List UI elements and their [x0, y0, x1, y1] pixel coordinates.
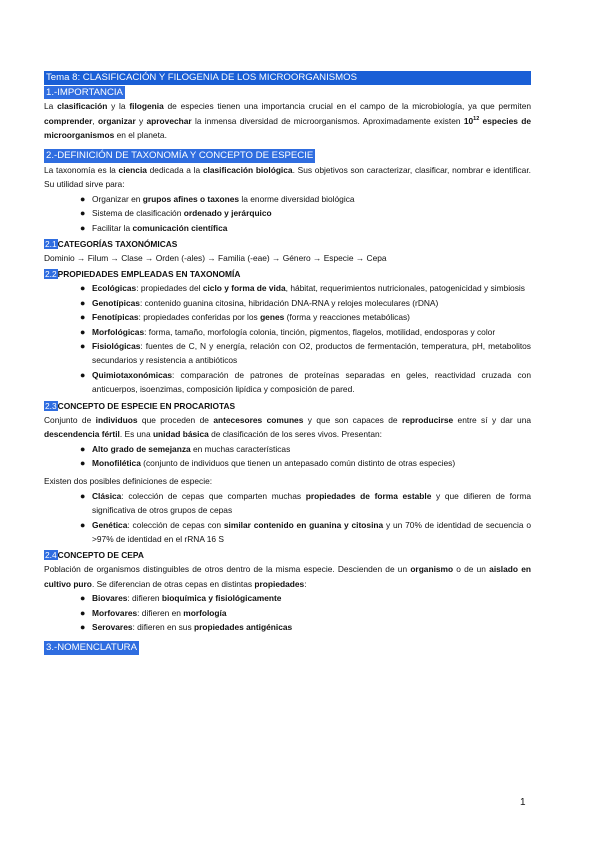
- paragraph-especie: [44, 413, 531, 442]
- text-run: y que son capaces de: [303, 414, 402, 425]
- subheading-text: CATEGORÍAS TAXONÓMICAS: [57, 239, 178, 250]
- text-run: : propiedades del: [136, 283, 203, 294]
- text-run: : difieren: [127, 593, 162, 604]
- bold-text: Quimiotaxonómicas: [92, 369, 173, 380]
- section-heading-nomenclatura: 3.-NOMENCLATURA: [46, 642, 137, 654]
- text-run: : difieren en sus: [132, 621, 194, 632]
- text-run: y que difieren de forma significativa de otros grupos de cepas: [92, 490, 531, 516]
- bold-text: Biovares: [92, 593, 128, 604]
- bold-text: descendencia fértil: [44, 429, 120, 440]
- paragraph-taxonomia: [44, 163, 531, 192]
- list-item: [80, 489, 531, 518]
- bold-text: propiedades de forma estable: [305, 490, 432, 501]
- text-run: . Es una: [119, 429, 153, 440]
- text-run: :: [304, 578, 307, 589]
- list-item: [80, 281, 531, 295]
- text-run: . Sus objetivos son caracterizar, clasificar, nombrar e identificar. Su utilidad sirve para:: [44, 165, 531, 190]
- bullet-icon: ●: [80, 490, 86, 501]
- bold-text: similar contenido en guanina y citosina: [223, 519, 384, 530]
- bold-text: morfología: [183, 607, 227, 618]
- bold-text: 12: [473, 115, 480, 122]
- subheading-text: CONCEPTO DE ESPECIE EN PROCARIOTAS: [57, 400, 236, 411]
- bold-text: comunicación científica: [132, 222, 228, 233]
- text-run: La: [44, 101, 58, 112]
- text-run: ,: [92, 115, 99, 126]
- subheading-number: 2.3: [45, 400, 57, 411]
- bold-text: Alto grado de semejanza: [92, 443, 191, 454]
- taxonomic-chain: Dominio → Filum → Clase → Orden (-ales) → Familia (-eae) → Género → Especie → Cepa: [44, 253, 387, 264]
- bold-text: aprovechar: [146, 115, 192, 126]
- list-item: [80, 339, 531, 368]
- bold-text: clasificación biológica: [202, 165, 293, 175]
- list-item: [80, 442, 531, 456]
- list-especie: [44, 442, 531, 471]
- text-run: en muchas características: [190, 443, 291, 454]
- bold-text: unidad básica: [152, 429, 209, 440]
- text-run: en el planeta.: [114, 130, 167, 140]
- list-item: [80, 591, 531, 605]
- bullet-icon: ●: [80, 369, 86, 380]
- subheading-cepa: [44, 549, 531, 562]
- bold-text: reproducirse: [401, 414, 454, 425]
- paragraph-importancia: [44, 99, 531, 142]
- text-run: o de un: [453, 564, 490, 575]
- subheading-categorias: [44, 238, 531, 251]
- bold-text: comprender: [44, 115, 93, 126]
- list-item: [80, 620, 531, 634]
- bullet-icon: ●: [80, 341, 86, 352]
- text-run: : contenido guanina citosina, hibridación DNA-RNA y relojes moleculares (rDNA): [139, 297, 439, 308]
- bold-text: clasificación: [57, 101, 108, 112]
- bold-text: propiedades: [254, 578, 305, 589]
- text-run: : comparación de patrones de proteínas separadas en geles, reactividad cruzada con anticuerpos, isoenzimas, composición lipídica y composición de pared.: [92, 369, 531, 395]
- text-run: Conjunto de: [44, 414, 96, 425]
- bullet-icon: ●: [80, 297, 86, 308]
- bullet-icon: ●: [80, 593, 86, 604]
- bullet-icon: ●: [80, 607, 86, 618]
- bold-text: Fenotípicas: [92, 312, 139, 323]
- text-run: entre sí y dar una: [453, 414, 532, 425]
- document-title: Tema 8: CLASIFICACIÓN Y FILOGENIA DE LOS MICROORGANISMOS: [44, 71, 531, 85]
- bullet-icon: ●: [80, 312, 86, 323]
- bullet-icon: ●: [80, 443, 86, 454]
- text-run: y la: [107, 101, 130, 112]
- bold-text: especies de microorganismos: [44, 115, 532, 140]
- list-cepa: [44, 591, 531, 634]
- list-item: [80, 206, 531, 220]
- bold-text: aislado en cultivo puro: [44, 564, 531, 589]
- text-run: la enorme diversidad biológica: [239, 193, 355, 204]
- text-run: : colección de cepas que comparten muchas: [121, 490, 306, 501]
- bold-text: Morfológicas: [92, 326, 145, 337]
- bold-text: ciclo y forma de vida: [202, 283, 286, 294]
- bold-text: organizar: [98, 115, 136, 126]
- subheading-text: CONCEPTO DE CEPA: [57, 550, 144, 561]
- bold-text: ciencia: [118, 165, 147, 175]
- paragraph-definiciones: [44, 474, 531, 488]
- list-item: [80, 606, 531, 620]
- bold-text: individuos: [95, 414, 138, 425]
- text-run: : fuentes de C, N y energía, relación con O2, productos de fermentación, temperatura, pH, metabolitos secundarios y resistencia a antibióticos: [92, 341, 531, 366]
- bold-text: Fisiológicas: [92, 341, 141, 352]
- subheading-number: 2.2: [45, 269, 57, 280]
- document-content: [44, 71, 531, 655]
- text-run: : propiedades conferidas por los: [138, 312, 261, 323]
- text-run: : forma, tamaño, morfología colonia, tinción, pigmentos, flagelos, motilidad, endosporas y color: [144, 326, 496, 337]
- section-heading-importancia: 1.-IMPORTANCIA: [46, 86, 123, 98]
- text-run: . Se diferencian de otras cepas en distintas: [91, 578, 255, 589]
- list-item: [80, 368, 531, 397]
- bullet-icon: ●: [80, 193, 86, 204]
- bold-text: Serovares: [92, 621, 133, 632]
- text-run: : difieren en: [137, 607, 184, 618]
- list-item: [80, 456, 531, 470]
- text-run: (conjunto de individuos que tienen un antepasado común distinto de otras especies): [140, 457, 456, 468]
- subheading-number: 2.1: [45, 239, 57, 250]
- subheading-propiedades: [44, 268, 531, 281]
- bold-text: Genética: [92, 519, 128, 530]
- bullet-icon: ●: [80, 208, 86, 219]
- bold-text: 10: [463, 115, 474, 126]
- text-run: Sistema de clasificación: [92, 208, 184, 219]
- list-definiciones: [44, 489, 531, 547]
- bold-text: genes: [260, 312, 285, 323]
- text-run: la inmensa diversidad de microorganismos. Aproximadamente existen: [191, 115, 464, 126]
- text-run: La taxonomía es la: [44, 165, 119, 175]
- text-run: : colección de cepas con: [127, 519, 224, 530]
- text-run: (forma y reacciones metabólicas): [284, 312, 410, 323]
- bullet-icon: ●: [80, 621, 86, 632]
- bullet-icon: ●: [80, 519, 86, 530]
- bullet-icon: ●: [80, 222, 86, 233]
- bullet-icon: ●: [80, 457, 86, 468]
- bold-text: organismo: [410, 564, 454, 575]
- list-item: [80, 325, 531, 339]
- bold-text: Genotípicas: [92, 297, 140, 308]
- text-run: que proceden de: [137, 414, 214, 425]
- text-run: de especies tienen una importancia crucial en el campo de la microbiología, ya que permiten: [163, 101, 532, 112]
- list-item: [80, 221, 531, 235]
- text-run: Población de organismos distinguibles de otros dentro de la misma especie. Descienden de un: [44, 564, 411, 575]
- list-item: [80, 310, 531, 324]
- list-utilidad: [44, 192, 531, 235]
- bold-text: Clásica: [92, 490, 122, 501]
- bold-text: antecesores comunes: [213, 414, 304, 425]
- subheading-number: 2.4: [45, 550, 57, 561]
- text-run: Facilitar la: [92, 222, 133, 233]
- text-run: y un 70% de identidad de secuencia o >97% de identidad en el rRNA 16 S: [92, 519, 531, 544]
- list-item: [80, 518, 531, 547]
- text-run: y: [135, 115, 147, 126]
- paragraph-cepa: [44, 562, 531, 591]
- subheading-text: PROPIEDADES EMPLEADAS EN TAXONOMÍA: [57, 269, 241, 280]
- bullet-icon: ●: [80, 326, 86, 337]
- bold-text: ordenado y jerárquico: [183, 208, 272, 219]
- text-run: de clasificación de los seres vivos. Presentan:: [208, 429, 382, 440]
- bold-text: filogenia: [129, 101, 164, 112]
- section-heading-taxonomia: 2.-DEFINICIÓN DE TAXONOMÍA Y CONCEPTO DE ESPECIE: [46, 150, 314, 162]
- bold-text: Monofilética: [92, 457, 141, 468]
- text-run: Existen dos posibles definiciones de especie:: [44, 476, 213, 487]
- list-item: [80, 296, 531, 310]
- text-run: , hábitat, requerimientos nutricionales, patogenicidad y simbiosis: [285, 283, 525, 294]
- bold-text: Morfovares: [92, 607, 138, 618]
- list-propiedades: [44, 281, 531, 396]
- text-run: Organizar en: [92, 193, 143, 204]
- page-number: 1: [520, 797, 526, 808]
- subheading-especie: [44, 400, 531, 413]
- text-run: dedicada a la: [146, 165, 203, 175]
- bold-text: grupos afines o taxones: [142, 193, 240, 204]
- bold-text: bioquímica y fisiológicamente: [161, 593, 282, 604]
- bullet-icon: ●: [80, 283, 86, 294]
- bold-text: propiedades antigénicas: [193, 621, 293, 632]
- bold-text: Ecológicas: [92, 283, 137, 294]
- list-item: [80, 192, 531, 206]
